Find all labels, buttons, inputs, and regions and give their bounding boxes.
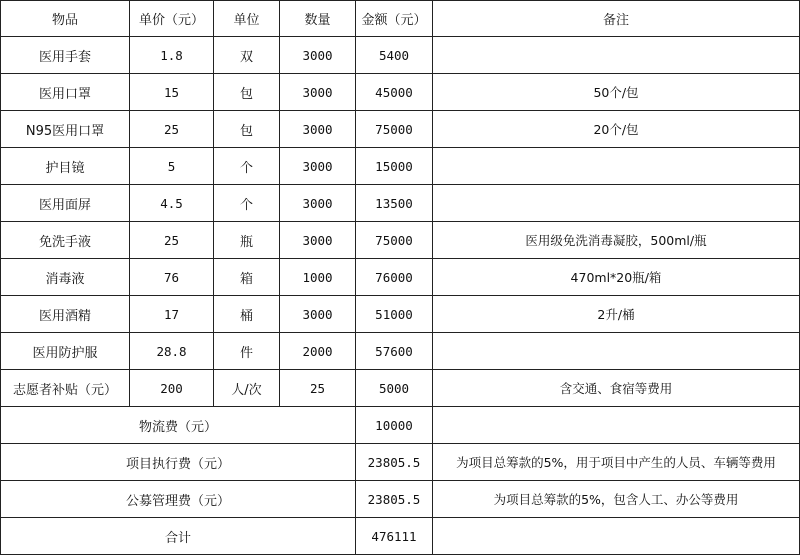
amount: 75000 — [356, 111, 433, 148]
item-name: 志愿者补贴（元） — [1, 370, 130, 407]
item-name: 消毒液 — [1, 259, 130, 296]
unit: 人/次 — [214, 370, 280, 407]
quantity: 3000 — [280, 222, 356, 259]
quantity: 1000 — [280, 259, 356, 296]
item-name: 护目镜 — [1, 148, 130, 185]
amount: 13500 — [356, 185, 433, 222]
table-row — [1, 259, 800, 296]
summary-row-total — [1, 518, 800, 555]
summary-row-execution — [1, 444, 800, 481]
quantity: 3000 — [280, 74, 356, 111]
quantity: 3000 — [280, 37, 356, 74]
item-name: N95医用口罩 — [1, 111, 130, 148]
note — [433, 185, 800, 222]
table-row — [1, 370, 800, 407]
unit: 瓶 — [214, 222, 280, 259]
amount: 57600 — [356, 333, 433, 370]
unit: 件 — [214, 333, 280, 370]
summary-amount: 23805.5 — [356, 444, 433, 481]
note: 470ml*20瓶/箱 — [433, 259, 800, 296]
table-row — [1, 74, 800, 111]
unit-price: 76 — [130, 259, 214, 296]
unit-price: 1.8 — [130, 37, 214, 74]
table-row — [1, 148, 800, 185]
note: 含交通、食宿等费用 — [433, 370, 800, 407]
header-note: 备注 — [433, 1, 800, 37]
summary-label: 项目执行费（元） — [1, 444, 356, 481]
item-name: 医用面屏 — [1, 185, 130, 222]
header-row — [1, 1, 800, 37]
table-row — [1, 296, 800, 333]
amount: 15000 — [356, 148, 433, 185]
amount: 76000 — [356, 259, 433, 296]
unit: 桶 — [214, 296, 280, 333]
quantity: 2000 — [280, 333, 356, 370]
table-row — [1, 185, 800, 222]
unit-price: 25 — [130, 222, 214, 259]
summary-label: 合计 — [1, 518, 356, 555]
summary-label: 公募管理费（元） — [1, 481, 356, 518]
amount: 45000 — [356, 74, 433, 111]
unit: 个 — [214, 148, 280, 185]
unit-price: 25 — [130, 111, 214, 148]
item-name: 免洗手液 — [1, 222, 130, 259]
unit-price: 5 — [130, 148, 214, 185]
unit-price: 4.5 — [130, 185, 214, 222]
unit-price: 17 — [130, 296, 214, 333]
quantity: 3000 — [280, 111, 356, 148]
summary-amount: 23805.5 — [356, 481, 433, 518]
note: 医用级免洗消毒凝胶，500ml/瓶 — [433, 222, 800, 259]
unit: 个 — [214, 185, 280, 222]
quantity: 25 — [280, 370, 356, 407]
item-name: 医用口罩 — [1, 74, 130, 111]
summary-row-management — [1, 481, 800, 518]
unit-price: 15 — [130, 74, 214, 111]
amount: 5400 — [356, 37, 433, 74]
header-item: 物品 — [1, 1, 130, 37]
table-row — [1, 333, 800, 370]
unit: 双 — [214, 37, 280, 74]
item-name: 医用手套 — [1, 37, 130, 74]
summary-amount: 476111 — [356, 518, 433, 555]
note — [433, 37, 800, 74]
note: 50个/包 — [433, 74, 800, 111]
header-quantity: 数量 — [280, 1, 356, 37]
amount: 51000 — [356, 296, 433, 333]
summary-label: 物流费（元） — [1, 407, 356, 444]
note: 20个/包 — [433, 111, 800, 148]
note: 2升/桶 — [433, 296, 800, 333]
quantity: 3000 — [280, 185, 356, 222]
amount: 5000 — [356, 370, 433, 407]
summary-amount: 10000 — [356, 407, 433, 444]
unit-price: 28.8 — [130, 333, 214, 370]
note — [433, 333, 800, 370]
summary-note — [433, 407, 800, 444]
header-unit: 单位 — [214, 1, 280, 37]
note — [433, 148, 800, 185]
item-name: 医用防护服 — [1, 333, 130, 370]
summary-note: 为项目总筹款的5%，包含人工、办公等费用 — [433, 481, 800, 518]
summary-note: 为项目总筹款的5%，用于项目中产生的人员、车辆等费用 — [433, 444, 800, 481]
unit: 箱 — [214, 259, 280, 296]
unit: 包 — [214, 74, 280, 111]
item-name: 医用酒精 — [1, 296, 130, 333]
quantity: 3000 — [280, 148, 356, 185]
amount: 75000 — [356, 222, 433, 259]
summary-row-logistics — [1, 407, 800, 444]
header-amount: 金额（元） — [356, 1, 433, 37]
table-row — [1, 222, 800, 259]
quantity: 3000 — [280, 296, 356, 333]
table-row — [1, 37, 800, 74]
summary-note — [433, 518, 800, 555]
table-row — [1, 111, 800, 148]
header-unit-price: 单价（元） — [130, 1, 214, 37]
unit-price: 200 — [130, 370, 214, 407]
unit: 包 — [214, 111, 280, 148]
